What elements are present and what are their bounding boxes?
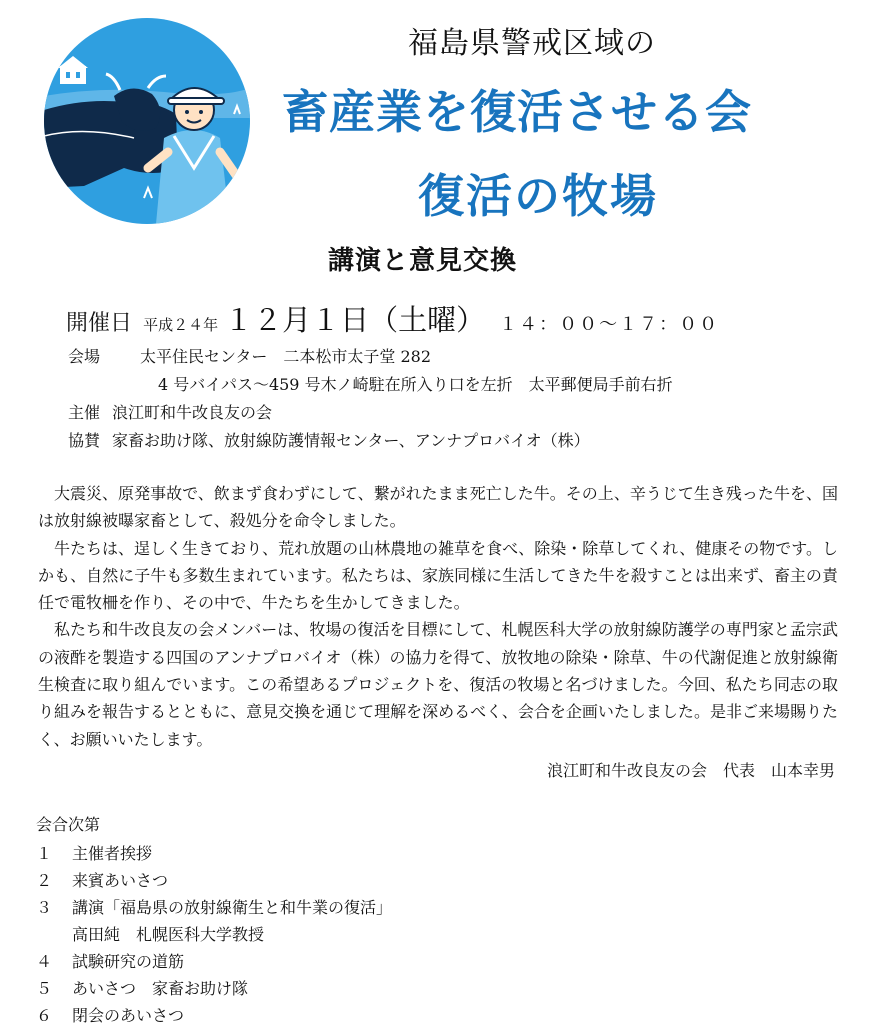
host-line <box>68 400 272 423</box>
title-region: 福島県警戒区域の <box>408 26 656 61</box>
signature: 浪江町和牛改良友の会 代表 山本幸男 <box>546 761 835 780</box>
event-logo <box>44 18 250 224</box>
item-text: あいさつ 家畜お助け隊 <box>72 979 249 998</box>
title-event: 復活の牧場 <box>418 169 658 223</box>
item-text: 来賓あいさつ <box>72 871 169 890</box>
item-number: ５ <box>36 979 53 998</box>
host-label: 主催 <box>68 403 101 422</box>
event-date-line <box>66 298 719 339</box>
item-number: ２ <box>36 871 53 890</box>
schedule-item <box>36 975 392 1002</box>
schedule-item <box>36 840 392 867</box>
sponsor-label: 協賛 <box>68 431 101 450</box>
item-text: 閉会のあいさつ <box>72 1006 185 1025</box>
schedule-item <box>36 894 392 921</box>
item-text: 講演「福島県の放射線衛生と和牛業の復活」 <box>72 898 393 917</box>
schedule-item <box>36 948 392 975</box>
item-number: ６ <box>36 1006 53 1025</box>
date-label: 開催日 <box>66 311 133 336</box>
item-number: ３ <box>36 898 53 917</box>
schedule-item <box>36 867 392 894</box>
venue-label: 会場 <box>68 347 101 366</box>
farmer-with-cow-illustration <box>44 18 250 224</box>
body-text <box>38 480 838 753</box>
schedule-title: 会合次第 <box>36 815 101 834</box>
sponsor-text: 家畜お助け隊、放射線防護情報センター、アンナプロバイオ（株） <box>112 431 590 450</box>
paragraph-1: 大震災、原発事故で、飲まず食わずにして、繋がれたまま死亡した牛。その上、辛うじて生き残った牛を、国は放射線被曝家畜として、殺処分を命令しました。 <box>38 484 838 531</box>
venue-line <box>68 344 431 367</box>
time-value: １４：００～１７：００ <box>499 314 720 335</box>
schedule-item-speaker: 高田純 札幌医科大学教授 <box>72 925 265 944</box>
schedule-list <box>36 840 392 1029</box>
item-number: ４ <box>36 952 53 971</box>
sponsor-line <box>68 428 590 451</box>
item-number: １ <box>36 844 53 863</box>
item-text: 試験研究の道筋 <box>72 952 185 971</box>
paragraph-2: 牛たちは、逞しく生きており、荒れ放題の山林農地の雑草を食べ、除染・除草してくれ、健康その物です。しかも、自然に子牛も多数生まれています。私たちは、家族同様に生活してきた牛を殺すことは出来ず、畜主の責任で電牧柵を作り、その中で、牛たちを生かしてきました。 <box>38 538 838 613</box>
directions-line: 4 号バイパス～459 号木ノ崎駐在所入り口を左折 太平郵便局手前右折 <box>158 375 673 394</box>
date-value: １２月１日（土曜） <box>224 303 486 337</box>
host-text: 浪江町和牛改良友の会 <box>112 403 273 422</box>
item-text: 主催者挨拶 <box>72 844 153 863</box>
schedule-item <box>36 1002 392 1029</box>
title-main: 畜産業を復活させる会 <box>282 85 752 139</box>
date-era: 平成２４年 <box>143 316 219 334</box>
venue-text: 太平住民センター 二本松市太子堂 282 <box>140 347 432 366</box>
subtitle: 講演と意見交換 <box>328 246 518 276</box>
paragraph-3: 私たち和牛改良友の会メンバーは、牧場の復活を目標にして、札幌医科大学の放射線防護学の専門家と孟宗武の液酢を製造する四国のアンナプロバイオ（株）の協力を得て、放牧地の除染・除草、牛の代謝促進と放射線衛生検査に取り組んでいます。この希望あるプロジェクトを、復活の牧場と名づけました。今回、私たち同志の取り組みを報告するとともに、意見交換を通じて理解を深めるべく、会合を企画いたしました。是非ご来場賜りたく、お願いいたします。 <box>38 620 838 749</box>
